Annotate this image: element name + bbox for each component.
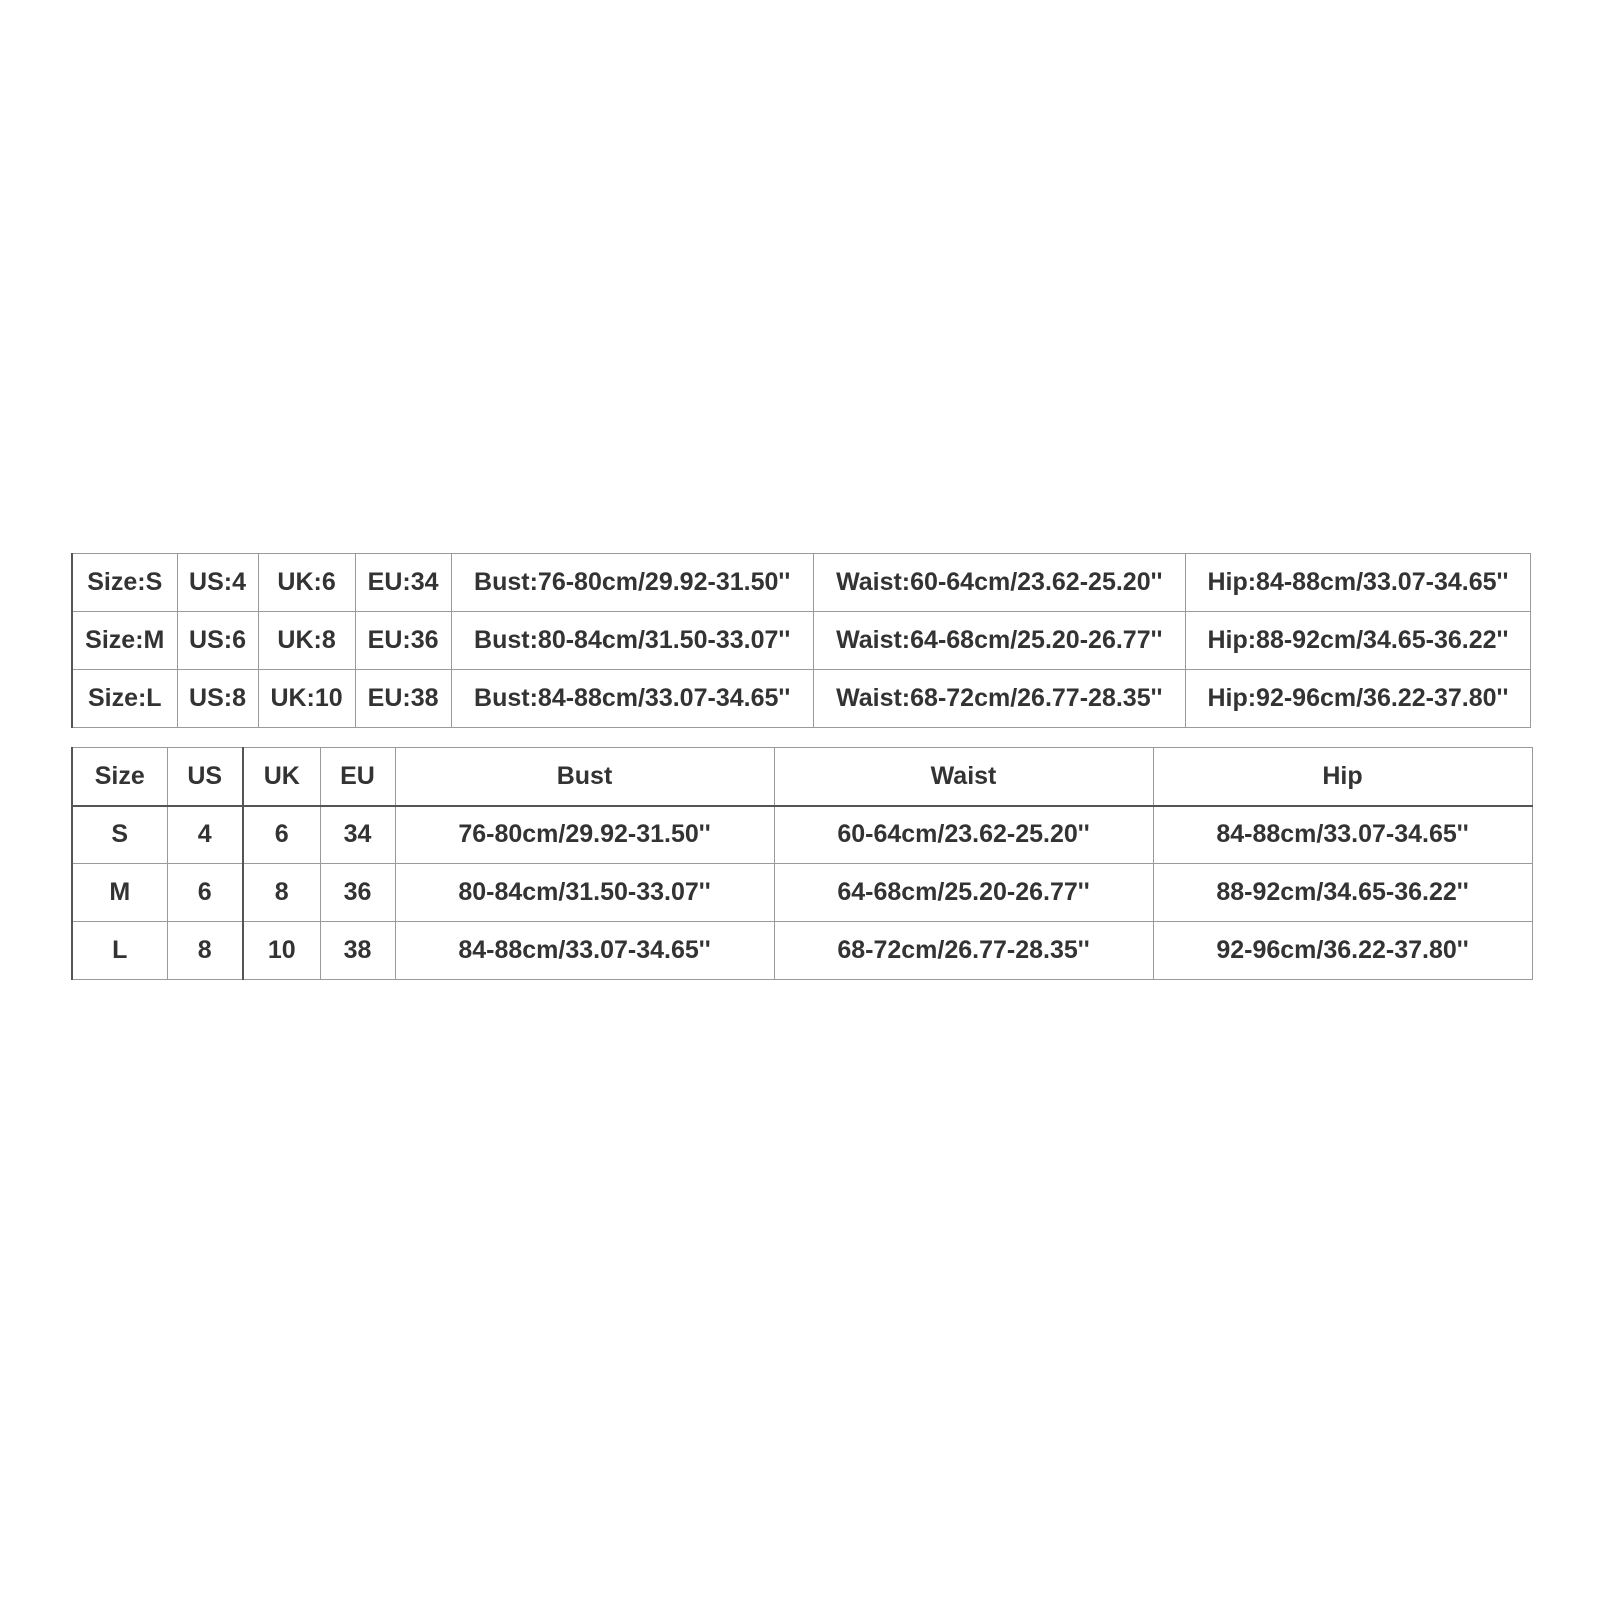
uk-size-cell: 10 [243,922,320,980]
uk-size-cell: 6 [243,806,320,864]
column-header-size: Size [72,748,167,806]
table-row [72,612,1531,670]
bust-cell: Bust:76-80cm/29.92-31.50'' [451,554,813,612]
bust-cell: 76-80cm/29.92-31.50'' [395,806,774,864]
uk-size-cell: UK:8 [258,612,355,670]
waist-cell: Waist:68-72cm/26.77-28.35'' [813,670,1185,728]
uk-size-cell: UK:10 [258,670,355,728]
waist-cell: Waist:64-68cm/25.20-26.77'' [813,612,1185,670]
us-size-cell: 6 [167,864,243,922]
bust-cell: 80-84cm/31.50-33.07'' [395,864,774,922]
table-row [72,922,1532,980]
table-row [72,670,1531,728]
waist-cell: 64-68cm/25.20-26.77'' [774,864,1153,922]
eu-size-cell: EU:36 [355,612,451,670]
waist-cell: 60-64cm/23.62-25.20'' [774,806,1153,864]
hip-cell: Hip:84-88cm/33.07-34.65'' [1185,554,1530,612]
us-size-cell: 8 [167,922,243,980]
hip-cell: Hip:92-96cm/36.22-37.80'' [1185,670,1530,728]
us-size-cell: 4 [167,806,243,864]
column-header-eu: EU [320,748,395,806]
column-header-waist: Waist [774,748,1153,806]
bust-cell: Bust:84-88cm/33.07-34.65'' [451,670,813,728]
size-cell: Size:L [72,670,177,728]
us-size-cell: US:6 [177,612,258,670]
table-row [72,806,1532,864]
eu-size-cell: EU:38 [355,670,451,728]
hip-cell: 92-96cm/36.22-37.80'' [1153,922,1532,980]
us-size-cell: US:8 [177,670,258,728]
size-cell: L [72,922,167,980]
hip-cell: 84-88cm/33.07-34.65'' [1153,806,1532,864]
column-header-bust: Bust [395,748,774,806]
size-cell: Size:M [72,612,177,670]
column-header-hip: Hip [1153,748,1532,806]
waist-cell: Waist:60-64cm/23.62-25.20'' [813,554,1185,612]
us-size-cell: US:4 [177,554,258,612]
size-chart-grid-table [71,747,1533,980]
uk-size-cell: UK:6 [258,554,355,612]
table-row [72,864,1532,922]
table-row [72,554,1531,612]
eu-size-cell: EU:34 [355,554,451,612]
size-cell: M [72,864,167,922]
eu-size-cell: 34 [320,806,395,864]
waist-cell: 68-72cm/26.77-28.35'' [774,922,1153,980]
bust-cell: Bust:80-84cm/31.50-33.07'' [451,612,813,670]
column-header-uk: UK [243,748,320,806]
hip-cell: 88-92cm/34.65-36.22'' [1153,864,1532,922]
bust-cell: 84-88cm/33.07-34.65'' [395,922,774,980]
size-chart-inline-table [71,553,1531,728]
uk-size-cell: 8 [243,864,320,922]
size-cell: Size:S [72,554,177,612]
eu-size-cell: 36 [320,864,395,922]
header-row [72,748,1532,806]
eu-size-cell: 38 [320,922,395,980]
hip-cell: Hip:88-92cm/34.65-36.22'' [1185,612,1530,670]
size-cell: S [72,806,167,864]
column-header-us: US [167,748,243,806]
